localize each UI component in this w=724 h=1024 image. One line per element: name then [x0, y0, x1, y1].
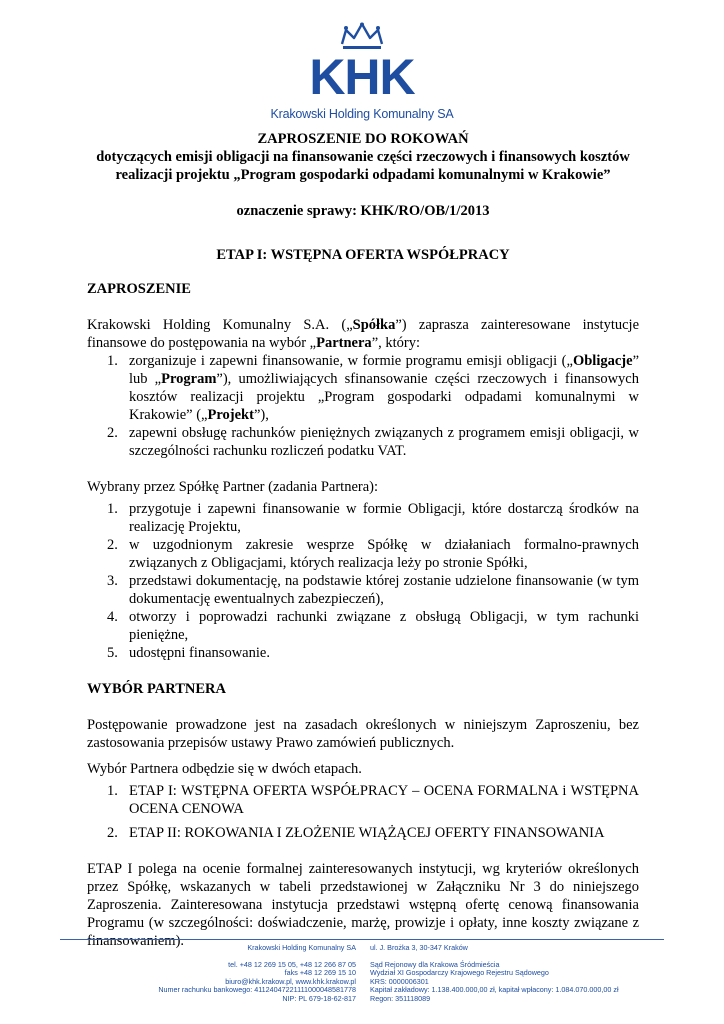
crown-icon — [338, 22, 386, 50]
footer-regon: Regon: 351118089 — [370, 993, 431, 1003]
footer-phone: tel. +48 12 269 15 05, +48 12 266 87 05 — [228, 959, 356, 969]
footer-right — [370, 944, 619, 1004]
document-body — [87, 130, 639, 950]
doc-title: ZAPROSZENIE DO ROKOWAŃ — [257, 131, 469, 147]
logo-subtitle: Krakowski Holding Komunalny SA — [270, 107, 454, 121]
list-item: 2. zapewni obsługę rachunków pieniężnych związanych z programem emisji obligacji, w szczególności rachunku rozliczeń podatku VAT. — [107, 425, 639, 459]
footer-capital: Kapitał zakładowy: 1.138.400.000,00 zł, kapitał wpłacony: 1.084.070.000,00 zł — [370, 985, 619, 995]
footer-krs: KRS: 0000006301 — [370, 976, 429, 986]
footer-court: Sąd Rejonowy dla Krakowa Śródmieścia — [370, 959, 500, 969]
partner-duties-list — [87, 352, 639, 460]
partner-tasks-list — [87, 500, 639, 662]
intro-paragraph: Krakowski Holding Komunalny S.A. („Spółka”) zaprasza zainteresowane instytucje finansowe do postępowania na wybór „Partnera”, który: — [87, 317, 639, 351]
selection-stages-intro: Wybór Partnera odbędzie się w dwóch etapach. — [87, 761, 362, 777]
doc-title-line3: realizacji projektu „Program gospodarki odpadami komunalnymi w Krakowie” — [115, 167, 611, 183]
footer-company: Krakowski Holding Komunalny SA — [247, 943, 356, 952]
list-item: 4. otworzy i poprowadzi rachunki związane z obsługą Obligacji, w tym rachunki pieniężne, — [107, 609, 639, 643]
footer-email: biuro@khk.krakow.pl, www.khk.krakow.pl — [225, 976, 356, 986]
list-item: 1. przygotuje i zapewni finansowanie w formie Obligacji, które dostarczą środków na realizację Projektu, — [107, 501, 639, 535]
footer-divider — [60, 939, 664, 940]
list-item: 5. udostępni finansowanie. — [107, 645, 270, 661]
case-number: oznaczenie sprawy: KHK/RO/OB/1/2013 — [236, 203, 490, 219]
list-item: 2. w uzgodnionym zakresie wesprze Spółkę w działaniach formalno-prawnych związanych z Obligacjami, których realizacja leży po stronie Spółki, — [107, 537, 639, 571]
khk-logo — [262, 22, 462, 121]
list-item: 3. przedstawi dokumentację, na podstawie której zostanie udzielone finansowanie (w tym dokumentację ewentualnych zabezpieczeń), — [107, 573, 639, 607]
stage-heading: ETAP I: WSTĘPNA OFERTA WSPÓŁPRACY — [216, 247, 510, 263]
footer-address: ul. J. Brożka 3, 30-347 Kraków — [370, 943, 468, 952]
footer-nip: NIP: PL 679-18-62-817 — [282, 993, 356, 1003]
selection-paragraph: Postępowanie prowadzone jest na zasadach określonych w niniejszym Zaproszeniu, bez zastosowania przepisów ustawy Prawo zamówień publicznych. — [87, 717, 639, 751]
logo-letters: KHK — [309, 49, 415, 105]
footer-court-division: Wydział XI Gospodarczy Krajowego Rejestru Sądowego — [370, 968, 549, 978]
doc-title-line2: dotyczących emisji obligacji na finansowanie części rzeczowych i finansowych kosztów — [96, 149, 630, 165]
list-item: 1. ETAP I: WSTĘPNA OFERTA WSPÓŁPRACY – OCENA FORMALNA i WSTĘPNA OCENA CENOWA — [107, 783, 639, 817]
tasks-intro: Wybrany przez Spółkę Partner (zadania Partnera): — [87, 479, 379, 495]
footer-bank-account: Numer rachunku bankowego: 41124047221111000048581778 — [158, 985, 356, 995]
invitation-heading: ZAPROSZENIE — [87, 281, 191, 297]
list-item: 1. zorganizuje i zapewni finansowanie, w formie programu emisji obligacji („Obligacje” lub „Program”), umożliwiających sfinansowanie części rzeczowych i finansowych kosztów realizacji projektu „Program gospodarki odpadami komunalnymi w Krakowie” („Projekt”), — [107, 353, 639, 423]
footer-fax: faks +48 12 269 15 10 — [284, 968, 356, 978]
list-item: 2. ETAP II: ROKOWANIA I ZŁOŻENIE WIĄŻĄCEJ OFERTY FINANSOWANIA — [107, 825, 605, 841]
selection-heading: WYBÓR PARTNERA — [87, 681, 226, 697]
stages-list — [87, 782, 639, 842]
footer-left — [158, 944, 356, 1004]
stage1-paragraph: ETAP I polega na ocenie formalnej zainteresowanych instytucji, wg kryteriów określonych przez Spółkę, wskazanych w tabeli przedstawionej w Załączniku Nr 3 do niniejszego Zaproszenia. Zainteresowana instytucja przedstawi wstępną ofertę cenową finansowania Programu (w szczególności: doświadczenie, marżę, prowizje i opłaty, inne koszty związane z finansowaniem). — [87, 861, 639, 949]
